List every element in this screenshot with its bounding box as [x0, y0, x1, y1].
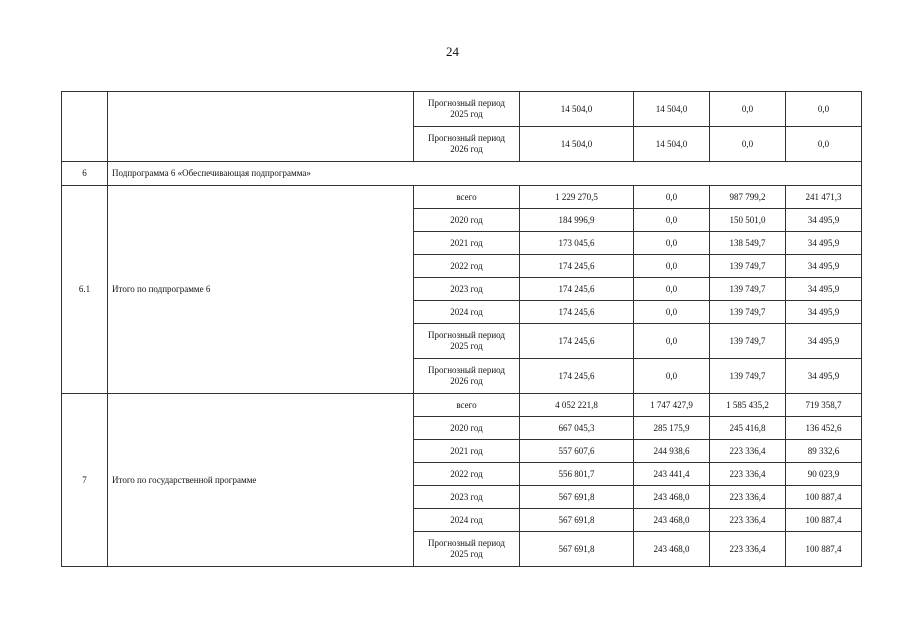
value-cell-3: 34 495,9	[786, 255, 862, 278]
subprogram-row	[62, 162, 862, 186]
value-cell-2: 223 336,4	[710, 509, 786, 532]
value-cell-2: 245 416,8	[710, 417, 786, 440]
value-cell-2: 223 336,4	[710, 486, 786, 509]
value-cell-3: 100 887,4	[786, 532, 862, 567]
period-cell: всего	[414, 186, 520, 209]
value-cell-1: 0,0	[634, 232, 710, 255]
value-cell-2: 0,0	[710, 92, 786, 127]
value-cell-1: 0,0	[634, 278, 710, 301]
value-cell-total: 174 245,6	[520, 278, 634, 301]
value-cell-2: 150 501,0	[710, 209, 786, 232]
value-cell-1: 0,0	[634, 324, 710, 359]
value-cell-1: 243 441,4	[634, 463, 710, 486]
period-cell: Прогнозный период 2025 год	[414, 92, 520, 127]
period-cell: 2023 год	[414, 278, 520, 301]
value-cell-total: 174 245,6	[520, 301, 634, 324]
value-cell-1: 1 747 427,9	[634, 394, 710, 417]
period-cell: 2022 год	[414, 255, 520, 278]
value-cell-3: 100 887,4	[786, 509, 862, 532]
value-cell-total: 567 691,8	[520, 509, 634, 532]
value-cell-3: 136 452,6	[786, 417, 862, 440]
table-row	[62, 394, 862, 417]
period-cell: 2020 год	[414, 209, 520, 232]
value-cell-3: 241 471,3	[786, 186, 862, 209]
period-cell: 2023 год	[414, 486, 520, 509]
period-cell: Прогнозный период 2026 год	[414, 127, 520, 162]
value-cell-2: 223 336,4	[710, 532, 786, 567]
value-cell-2: 139 749,7	[710, 255, 786, 278]
value-cell-3: 34 495,9	[786, 232, 862, 255]
num-cell	[62, 92, 108, 162]
value-cell-total: 173 045,6	[520, 232, 634, 255]
value-cell-total: 667 045,3	[520, 417, 634, 440]
value-cell-2: 1 585 435,2	[710, 394, 786, 417]
period-cell: Прогнозный период 2025 год	[414, 532, 520, 567]
value-cell-1: 14 504,0	[634, 92, 710, 127]
value-cell-2: 139 749,7	[710, 301, 786, 324]
subprogram-title: Подпрограмма 6 «Обеспечивающая подпрограмма»	[108, 162, 862, 186]
period-cell: 2021 год	[414, 440, 520, 463]
value-cell-3: 719 358,7	[786, 394, 862, 417]
value-cell-3: 34 495,9	[786, 301, 862, 324]
value-cell-2: 987 799,2	[710, 186, 786, 209]
value-cell-total: 567 691,8	[520, 532, 634, 567]
value-cell-1: 0,0	[634, 186, 710, 209]
value-cell-3: 34 495,9	[786, 324, 862, 359]
value-cell-total: 567 691,8	[520, 486, 634, 509]
value-cell-1: 0,0	[634, 301, 710, 324]
name-cell	[108, 92, 414, 162]
value-cell-2: 139 749,7	[710, 324, 786, 359]
value-cell-3: 90 023,9	[786, 463, 862, 486]
table-body	[62, 92, 862, 567]
value-cell-1: 243 468,0	[634, 509, 710, 532]
value-cell-3: 34 495,9	[786, 278, 862, 301]
value-cell-total: 4 052 221,8	[520, 394, 634, 417]
table-row	[62, 92, 862, 127]
budget-table	[61, 91, 862, 567]
value-cell-total: 14 504,0	[520, 127, 634, 162]
period-cell: всего	[414, 394, 520, 417]
value-cell-3: 0,0	[786, 127, 862, 162]
row-number: 7	[62, 394, 108, 567]
value-cell-2: 138 549,7	[710, 232, 786, 255]
value-cell-total: 174 245,6	[520, 359, 634, 394]
value-cell-1: 0,0	[634, 359, 710, 394]
value-cell-total: 184 996,9	[520, 209, 634, 232]
value-cell-1: 285 175,9	[634, 417, 710, 440]
page-number: 24	[446, 44, 459, 59]
value-cell-total: 174 245,6	[520, 255, 634, 278]
value-cell-total: 557 607,6	[520, 440, 634, 463]
row-number: 6.1	[62, 186, 108, 394]
row-name: Итого по государственной программе	[108, 394, 414, 567]
value-cell-2: 223 336,4	[710, 440, 786, 463]
period-cell: Прогнозный период 2026 год	[414, 359, 520, 394]
value-cell-1: 14 504,0	[634, 127, 710, 162]
row-name: Итого по подпрограмме 6	[108, 186, 414, 394]
value-cell-2: 139 749,7	[710, 278, 786, 301]
value-cell-2: 0,0	[710, 127, 786, 162]
value-cell-total: 14 504,0	[520, 92, 634, 127]
period-cell: 2024 год	[414, 509, 520, 532]
value-cell-1: 244 938,6	[634, 440, 710, 463]
value-cell-1: 243 468,0	[634, 486, 710, 509]
value-cell-1: 0,0	[634, 209, 710, 232]
value-cell-3: 34 495,9	[786, 209, 862, 232]
value-cell-3: 0,0	[786, 92, 862, 127]
period-cell: 2022 год	[414, 463, 520, 486]
value-cell-total: 1 229 270,5	[520, 186, 634, 209]
value-cell-total: 556 801,7	[520, 463, 634, 486]
table-row	[62, 186, 862, 209]
value-cell-1: 243 468,0	[634, 532, 710, 567]
subprogram-num: 6	[62, 162, 108, 186]
period-cell: 2020 год	[414, 417, 520, 440]
period-cell: 2021 год	[414, 232, 520, 255]
period-cell: Прогнозный период 2025 год	[414, 324, 520, 359]
period-cell: 2024 год	[414, 301, 520, 324]
value-cell-total: 174 245,6	[520, 324, 634, 359]
value-cell-3: 34 495,9	[786, 359, 862, 394]
value-cell-2: 139 749,7	[710, 359, 786, 394]
value-cell-3: 100 887,4	[786, 486, 862, 509]
value-cell-3: 89 332,6	[786, 440, 862, 463]
value-cell-2: 223 336,4	[710, 463, 786, 486]
value-cell-1: 0,0	[634, 255, 710, 278]
